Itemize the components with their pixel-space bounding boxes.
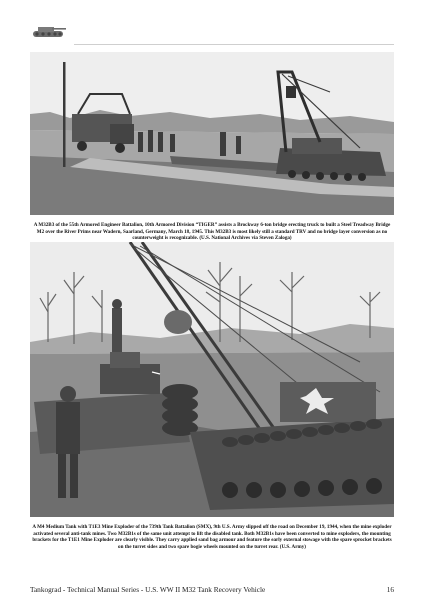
header-divider: [74, 44, 394, 45]
tank-silhouette-icon: [30, 22, 68, 40]
footer-series-title: Tankograd - Technical Manual Series - U.S. WW II M32 Tank Recovery Vehicle: [30, 585, 266, 594]
mine-exploder-tank-recovery-photo: [30, 242, 394, 517]
top-photo-caption: A M32B3 of the 55th Armored Engineer Battalion, 10th Armored Division “TIGER” assists a Brockway 6-ton bridge erecting truck to built a Steel Treadway Bridge M2 over the River Prims near Wadern, Saarland, Germany, March 18, 1945. This M32B3 is most likely still a standard TRV and no bridge layer conversion as no counterweight is recognizable. (U.S. National Archives via Steven Zaloga): [33, 222, 391, 242]
page-number: 16: [386, 585, 394, 594]
bottom-photo-caption: A M4 Medium Tank with T1E3 Mine Exploder of the 739th Tank Battalion (SMX), 9th U.S. Army slipped off the road on December 19, 1944, when the mine exploder activated several anti-tank mines. Two M32B1s of the same unit attempt to lift the disabled tank. Both M32B1s have been converted to mine exploders, the mounting brackets for the T1E1 Mine Exploder are clearly visible. They carry applied sand bag armour and feature the early external stowage with the spare sprocket brackets on the turret sides and two spare bogie wheels mounted on the turret rear. (U.S. Army): [32, 524, 392, 550]
recovery-vehicle-bridge-erecting-photo: [30, 52, 394, 215]
